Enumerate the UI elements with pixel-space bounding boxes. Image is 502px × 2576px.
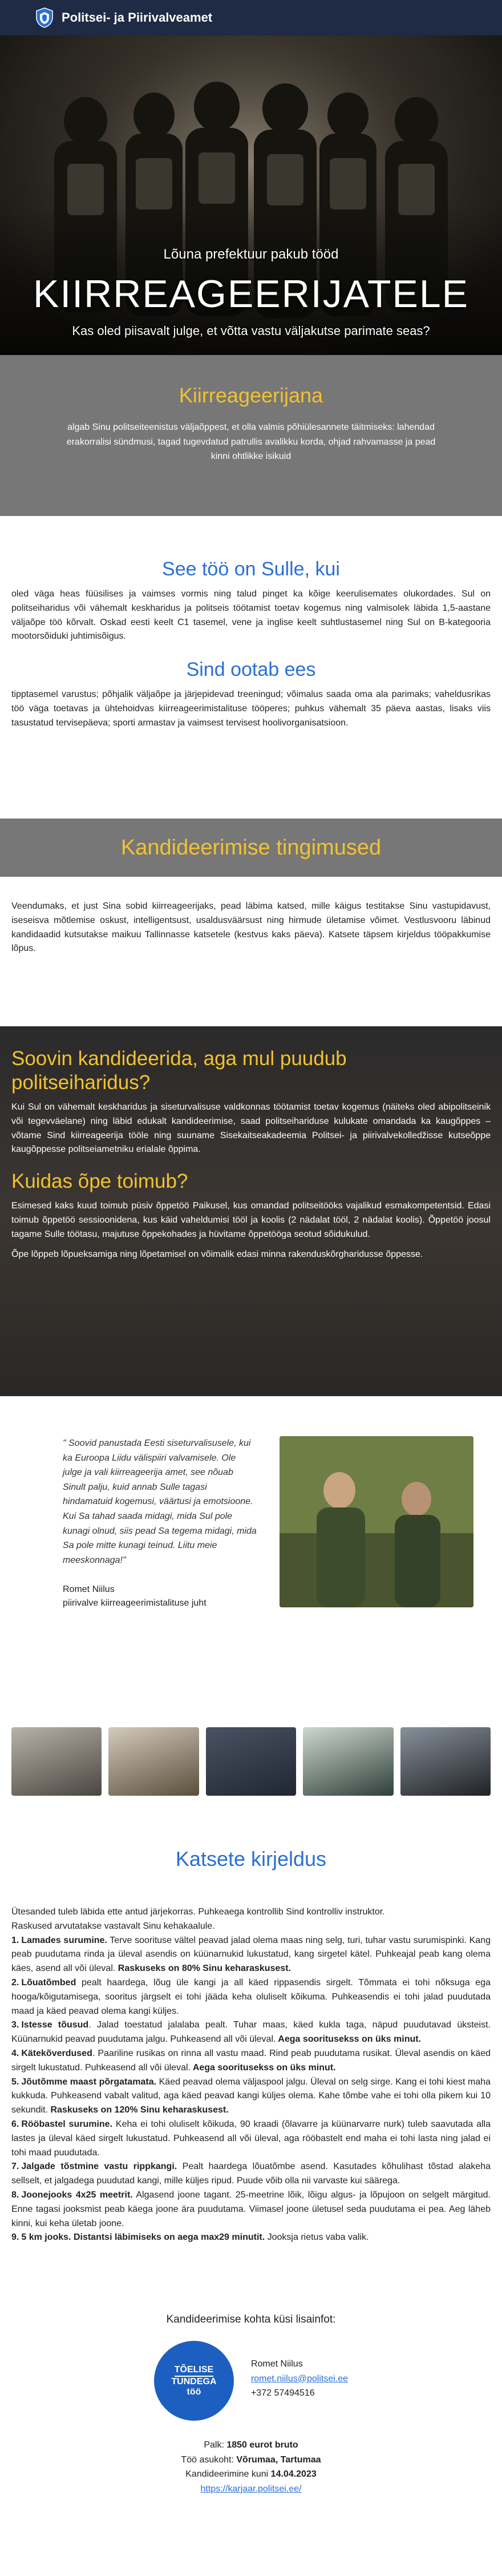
test-description: Käed peavad olema väljaspool jalgu. Üleval on selg sirge. Kang ei tohi kiest maha kukkuda. Puhkeasend vabalt valitud, aga käed peavad kangi küljes olema. Kahe tõmbe vahe ei tohi olla pikem kui 10 sekundit. bbox=[11, 2077, 491, 2115]
photo-3 bbox=[206, 1727, 296, 1796]
test-number: 9. bbox=[11, 2232, 19, 2243]
for-you-text: oled väga heas füüsilises ja vaimses vormis ning talud pinget ka kõige keerulisemates olukordades. Sul on politseiharidus või vähemalt keskharidus ja politseis töötamist toetav kogemus ning valmisolek läbida 1,5-aastane väljaõpe töö kõrvalt. Oskad eesti keelt C1 tasemel, vene ja inglise keelt suhtlustasemel ning Sul on B-kategooria mootorsõiduki juhtimisõigus. bbox=[11, 589, 491, 642]
test-number: 5. bbox=[11, 2077, 19, 2087]
test-item bbox=[11, 2231, 491, 2245]
test-number: 8. bbox=[11, 2190, 19, 2200]
test-description: . Paariline rusikas on rinna all vastu maad. Rind peab puudutama rusikat. Üleval asendis on käed sirgelt lukustatud. Puhkeasend all või üleval. bbox=[11, 2048, 491, 2073]
hero-subtitle: Kas oled piisavalt julge, et võtta vastu väljakutse parimate seas? bbox=[72, 323, 430, 338]
quote-author: Romet Niilus bbox=[63, 1585, 115, 1595]
education-answer-3: Õpe lõppeb lõpueksamiga ning lõpetamisel on võimalik edasi minna rakenduskõrgharidusse õppesse. bbox=[11, 1249, 423, 1259]
expect-text: tipptasemel varustus; põhjalik väljaõpe ja järjepidevad treeningud; võimalus saada oma ala parimaks; vaheldusrikas töö väga toetavas ja ühtehoidvas kiirreageerimistalituse tööperes; puhkus vähemalt 35 päeva aastas, lisaks viis tasustatud tervisepäeva; sporti armastav ja vaimsest tervisest hoolivorganisatsioon. bbox=[11, 690, 491, 728]
test-name: Jalgade tõstmine vastu rippkangi. bbox=[21, 2162, 177, 2172]
test-name: Jõutõmme maast põrgatamata. bbox=[21, 2077, 157, 2087]
test-description: pealt haardega, lõug üle kangi ja all käed rippasendis sirgelt. Tõmmata ei tohi nõksuga ega hooga/kõigutamisega, sooritus järgselt ei tohi jääda keha oluliselt kõikuma. Puhkeasendis ei tohi jalad puudutada maad ja käed peavad olema kangi küljes. bbox=[11, 1977, 491, 2016]
education-question-1: Soovin kandideerida, aga mul puudub politseiharidus? bbox=[11, 1047, 347, 1094]
location-line bbox=[11, 2453, 491, 2468]
photo-5 bbox=[400, 1727, 491, 1796]
expect-title: Sind ootab ees bbox=[186, 659, 316, 681]
test-number: 7. bbox=[11, 2162, 19, 2172]
quote-section bbox=[0, 1396, 502, 1727]
test-description: Algasend joone tagant. 25-meetrine lõik, lõigu algus- ja lõpujoon on selgelt märgitud. Enne tagasi jooksmist peab käega joone ära puudutama. Viimasel joone ületusel seda puudutama ei pea. Aeg läheb kinni, kui keha ületab joone. bbox=[11, 2190, 491, 2228]
quote-text: " Soovid panustada Eesti siseturvalisusele, kui ka Euroopa Liidu välispiiri valvamisele. Ole julge ja vali kiirreageerija amet, see nõuab Sinult palju, kuid annab Sulle tagasi hindamatuid kogemusi, väärtusi ja emotsioone. Kui Sa tahad saada midagi, mida Sul pole kunagi olnud, siis pead Sa tegema midagi, mida Sa pole mitte kunagi teinud. Liitu meie meeskonnaga!" bbox=[63, 1438, 257, 1565]
test-requirement: Raskuseks on 120% Sinu keharaskusest. bbox=[48, 2105, 229, 2115]
test-name: Kätekõverdused bbox=[21, 2048, 92, 2058]
test-requirement: Raskuseks on 80% Sinu keharaskusest. bbox=[115, 1964, 292, 1974]
test-item bbox=[11, 2075, 491, 2118]
location-value: Võrumaa, Tartumaa bbox=[236, 2454, 321, 2465]
test-description: . Jalad toestatud jalalaba pealt. Tuhar maas, käed kukla taga, näpud puudutavad üksteist. Küünarnukid peavad puudutama jalgu. Puhkeasend all või üleval. bbox=[11, 2020, 491, 2045]
test-name: Istesse tõusud bbox=[21, 2020, 89, 2030]
hero-headline: KIIRREAGEERIJATELE bbox=[33, 272, 469, 316]
tests-intro-1: Ütesanded tuleb läbida ette antud järjekorras. Puhkeaega kontrollib Sind kontrolliv instruktor. bbox=[11, 1907, 385, 1917]
test-name: Rööbastel surumine. bbox=[21, 2119, 113, 2129]
contact-info bbox=[251, 2341, 348, 2401]
test-requirement: Aega sooritusekss on üks minut. bbox=[190, 2062, 336, 2073]
test-name: Lõuatõmbed bbox=[21, 1977, 76, 1988]
badge-line-3: töö bbox=[187, 2386, 201, 2397]
test-item bbox=[11, 2018, 491, 2047]
test-number: 2. bbox=[11, 1977, 19, 1988]
tests-intro-2: Raskused arvutatakse vastavalt Sinu kehakaalule. bbox=[11, 1921, 215, 1931]
test-item bbox=[11, 2047, 491, 2075]
salary-label: Palk: bbox=[204, 2440, 227, 2450]
for-you-title: See töö on Sulle, kui bbox=[162, 558, 340, 580]
test-description: Pealt haardega lõuatõmbe asend. Kasutades kõhulihast tõstad alakeha sellselt, et jalgadega puudutad kangi, mille küljes ripud. Puude võib olla nii varvaste kui säärega. bbox=[11, 2162, 491, 2186]
police-shield-icon[interactable] bbox=[35, 7, 54, 28]
photo-1 bbox=[11, 1727, 102, 1796]
test-item bbox=[11, 2118, 491, 2160]
photo-2 bbox=[108, 1727, 199, 1796]
test-number: 1. bbox=[11, 1935, 19, 1945]
test-item bbox=[11, 1934, 491, 1976]
education-question-2: Kuidas õpe toimub? bbox=[11, 1170, 188, 1193]
test-number: 6. bbox=[11, 2119, 19, 2129]
quote-author-photo bbox=[280, 1436, 473, 1607]
role-text: algab Sinu politseiteenistus väljaõppest, et olla valmis põhiülesannete täitmiseks: lahendad erakorralisi sündmusi, tagad tugevdatud patrullis avalikku korda, ohjad rahvamasse ja pead kinni ohtlikke isikuid bbox=[66, 422, 436, 462]
contact-row bbox=[11, 2341, 491, 2421]
contact-section bbox=[0, 2268, 502, 2576]
test-number: 4. bbox=[11, 2048, 19, 2058]
role-title: Kiirreageerijana bbox=[179, 384, 323, 407]
contact-email-link[interactable]: romet.niilus@politsei.ee bbox=[250, 2373, 349, 2384]
quote-author-role: piirivalve kiirreageerimistalituse juht bbox=[63, 1598, 207, 1609]
deadline-line bbox=[11, 2467, 491, 2482]
photo-4 bbox=[303, 1727, 393, 1796]
job-facts bbox=[11, 2438, 491, 2496]
hero-text bbox=[0, 247, 502, 338]
badge-line-1: TÕELISE bbox=[175, 2365, 213, 2377]
test-name: Joonejooks 4x25 meetrit. bbox=[21, 2190, 133, 2200]
location-label: Töö asukoht: bbox=[181, 2454, 237, 2465]
test-item bbox=[11, 1976, 491, 2018]
brand-name[interactable]: Politsei- ja Piirivalveamet bbox=[62, 10, 213, 25]
quote-text-block bbox=[63, 1436, 257, 1704]
tests-section bbox=[0, 1796, 502, 2268]
education-answer-1: Kui Sul on vähemalt keskharidus ja siseturvalisuse valdkonnas töötamist toetav kogemus (näiteks oled abipolitseinik või tegevväelane) ning läbid edukalt kandideerimise, saad politseihariduse kulukate omandada ka kaugõppes – võtame Sind kiirreageerija tööle ning suuname Sisekaitseakadeemia Politsei- ja piirivalvekolledžisse kutseõppe kaugõppesse politseiametniku erialale õppima. bbox=[11, 1102, 491, 1155]
badge-line-2: TUNDEGA bbox=[171, 2377, 217, 2387]
contact-title: Kandideerimise kohta küsi lisainfot: bbox=[166, 2313, 336, 2326]
test-name: Lamades surumine. bbox=[21, 1935, 107, 1945]
tests-list bbox=[11, 1934, 491, 2246]
test-description: Terve soorituse vältel peavad jalad olema maas ning selg, turi, tuhar vastu surumispinki. Kang peab puudutama rinda ja üleval asendis on küünarnukid lukustatud, kang sirgetel kätel. Puhkeajal peab kang olema käes, asend all või üleval. bbox=[11, 1935, 491, 1974]
hero-banner bbox=[0, 35, 502, 355]
deadline-value: 14.04.2023 bbox=[270, 2469, 317, 2480]
for-you-section bbox=[0, 516, 502, 819]
test-number: 3. bbox=[11, 2020, 19, 2030]
test-item bbox=[11, 2160, 491, 2188]
salary-value: 1850 eurot bruto bbox=[226, 2440, 298, 2450]
conditions-text: Veendumaks, et just Sina sobid kiirreageerijaks, pead läbima katsed, mille käigus testitakse Sinu vastupidavust, iseseisva mõtlemise oskust, intelligentsust, usaldusväärsust ning hirmude ületamise võimet. Vestlusvooru läbinud kandidaadid kutsutakse maikuu Tallinnasse katsetele (kestvus kaks päeva). Katsete täpsem kirjeldus tööpakkumise lõpus. bbox=[11, 901, 491, 954]
conditions-title: Kandideerimise tingimused bbox=[120, 835, 382, 860]
contact-phone: +372 57494516 bbox=[250, 2388, 315, 2398]
conditions-section bbox=[0, 819, 502, 1026]
deadline-label: Kandideerimine kuni bbox=[185, 2469, 271, 2480]
test-name: 5 km jooks. Distantsi läbimiseks on aega max29 minutit. bbox=[21, 2232, 265, 2243]
site-header bbox=[0, 0, 502, 35]
test-requirement: Aega sooritusekss on üks minut. bbox=[276, 2034, 422, 2045]
career-link[interactable]: https://karjaar.politsei.ee/ bbox=[200, 2484, 302, 2494]
tests-title: Katsete kirjeldus bbox=[175, 1847, 327, 1870]
test-item bbox=[11, 2188, 491, 2231]
hero-kicker: Lõuna prefektuur pakub tööd bbox=[163, 247, 339, 262]
test-description: Keha ei tohi oluliselt kõikuda, 90 kraadi (õlavarre ja küünarvarre nurk) tuleb saavutada alla lastes ja üleval käed sirgelt lukustatud. Puhkeasend all või üleval, aga rööbastelt end maha ei tohi lasta ning jalad ei tohi maad puudutada. bbox=[11, 2119, 491, 2158]
education-answer-2: Esimesed kaks kuud toimub püsiv õppetöö Paikusel, kus omandad politseitööks vajalikud esmakompetentsid. Edasi toimub õppetöö sessioonidena, kus käid vaheldumisi tööl ja koolis (2 nädalat tööl, 2 nädalat koolis). Õppetöö joosul tagame Sulle töötasu, majutuse õppekohades ja hüvitame õppetööga seotud sõidukulud. bbox=[11, 1201, 491, 1239]
education-section bbox=[0, 1026, 502, 1396]
true-feeling-badge bbox=[154, 2341, 234, 2421]
test-description: Jooksja rietus vaba valik. bbox=[265, 2232, 369, 2243]
contact-name: Romet Niilus bbox=[250, 2359, 303, 2369]
salary-line bbox=[11, 2438, 491, 2453]
photo-strip bbox=[0, 1727, 502, 1796]
conditions-header bbox=[0, 819, 502, 877]
role-section bbox=[0, 355, 502, 516]
